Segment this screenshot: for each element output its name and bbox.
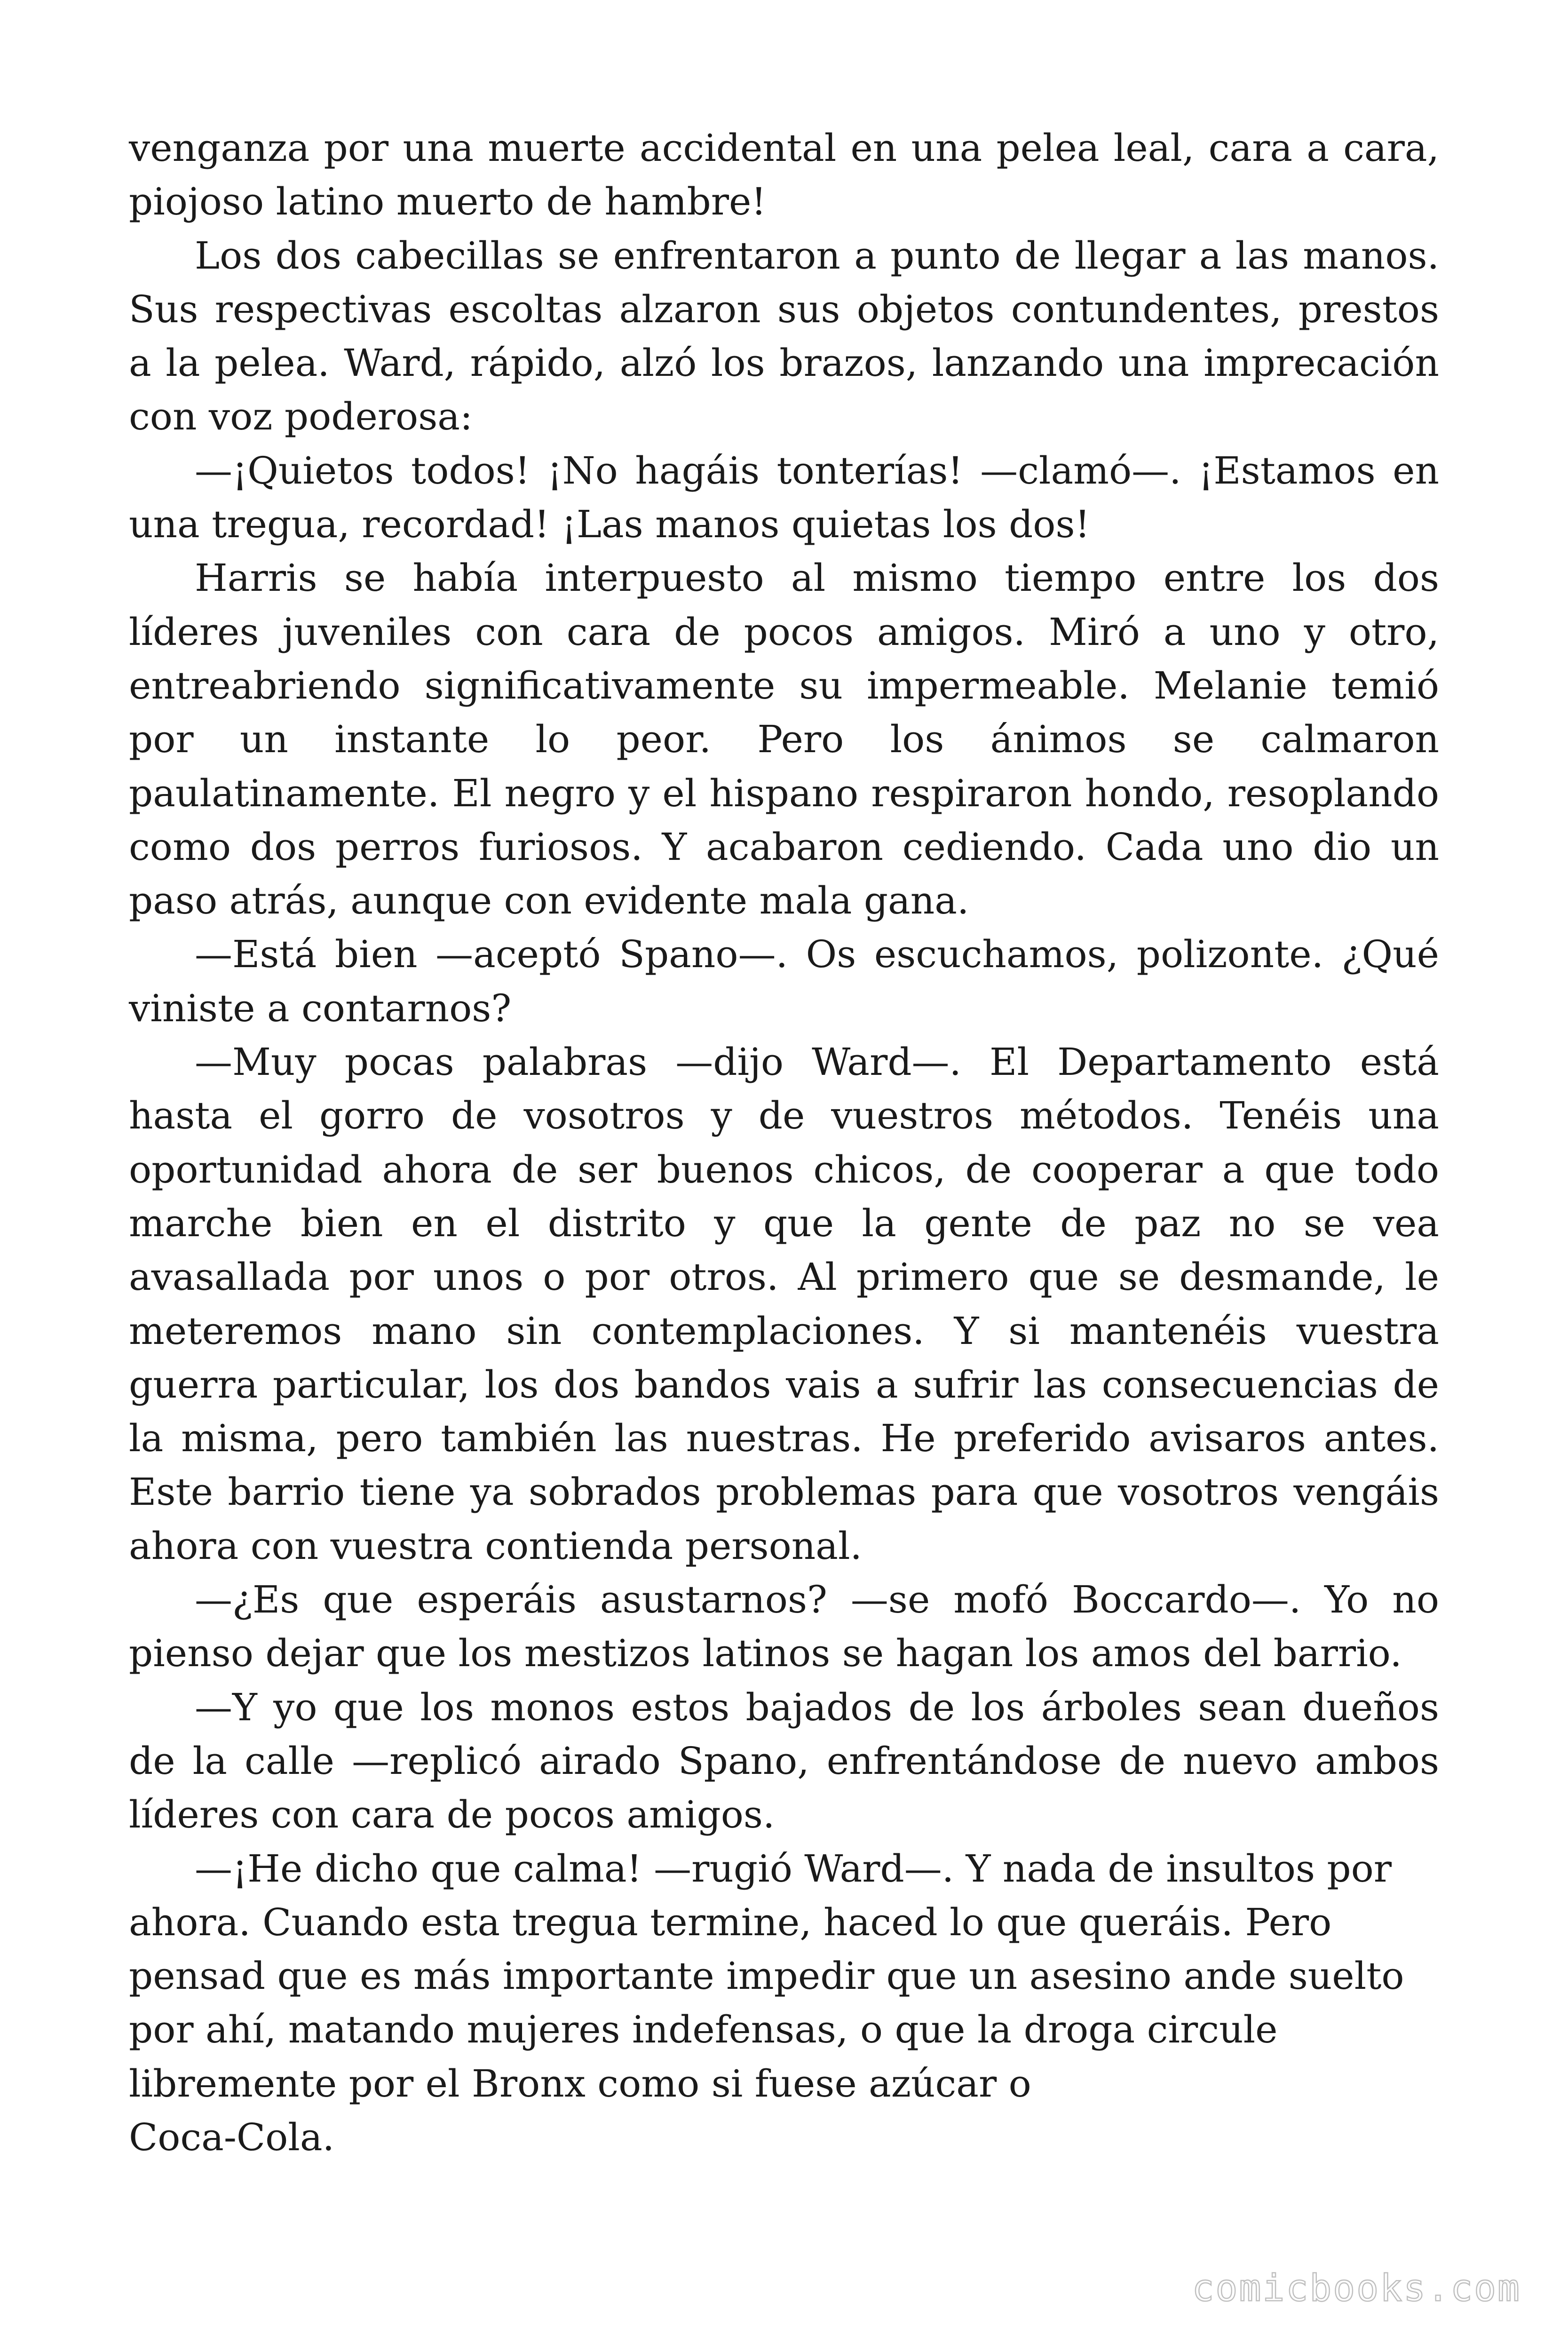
paragraph: —Muy pocas palabras —dijo Ward—. El Departamento está hasta el gorro de vosotros y de vuestros métodos. Tenéis una oportunidad ahora de ser buenos chicos, de cooperar a que todo marche bien en el distrito y que la gente de paz no se vea avasallada por unos o por otros. Al primero que se desmande, le meteremos mano sin contemplaciones. Y si mantenéis vuestra guerra particular, los dos bandos vais a sufrir las consecuencias de la misma, pero también las nuestras. He preferido avisaros antes. Este barrio tiene ya sobrados problemas para que vosotros vengáis ahora con vuestra contienda personal. bbox=[129, 1040, 1439, 1568]
paragraph: —¡He dicho que calma! —rugió Ward—. Y nada de insultos por ahora. Cuando esta tregua termine, haced lo que queráis. Pero pensad que es más importante impedir que un asesino ande suelto por ahí, matando mujeres indefensas, o que la droga circule libremente por el Bronx como si fuese azúcar o bbox=[129, 1846, 1404, 2106]
body-text bbox=[129, 121, 1439, 2164]
paragraph: Coca-Cola. bbox=[129, 2115, 334, 2159]
paragraph: —¿Es que esperáis asustarnos? —se mofó Boccardo—. Yo no pienso dejar que los mestizos latinos se hagan los amos del barrio. bbox=[129, 1578, 1439, 1676]
paragraph: —¡Quietos todos! ¡No hagáis tonterías! —clamó—. ¡Estamos en una tregua, recordad! ¡Las manos quietas los dos! bbox=[129, 448, 1439, 547]
paragraph: Harris se había interpuesto al mismo tiempo entre los dos líderes juveniles con cara de pocos amigos. Miró a uno y otro, entreabriendo significativamente su impermeable. Melanie temió por un instante lo peor. Pero los ánimos se calmaron paulatinamente. El negro y el hispano respiraron hondo, resoplando como dos perros furiosos. Y acabaron cediendo. Cada uno dio un paso atrás, aunque con evidente mala gana. bbox=[129, 556, 1439, 923]
paragraph: —Está bien —aceptó Spano—. Os escuchamos, polizonte. ¿Qué viniste a contarnos? bbox=[129, 932, 1439, 1030]
paragraph: Los dos cabecillas se enfrentaron a punto de llegar a las manos. Sus respectivas escoltas alzaron sus objetos contundentes, prestos a la pelea. Ward, rápido, alzó los brazos, lanzando una imprecación con voz poderosa: bbox=[129, 233, 1439, 439]
paragraph: venganza por una muerte accidental en una pelea leal, cara a cara, piojoso latino muerto de hambre! bbox=[129, 126, 1439, 224]
watermark: comicbooks.com bbox=[1192, 2267, 1521, 2310]
paragraph: —Y yo que los monos estos bajados de los árboles sean dueños de la calle —replicó airado Spano, enfrentándose de nuevo ambos líderes con cara de pocos amigos. bbox=[129, 1685, 1439, 1837]
